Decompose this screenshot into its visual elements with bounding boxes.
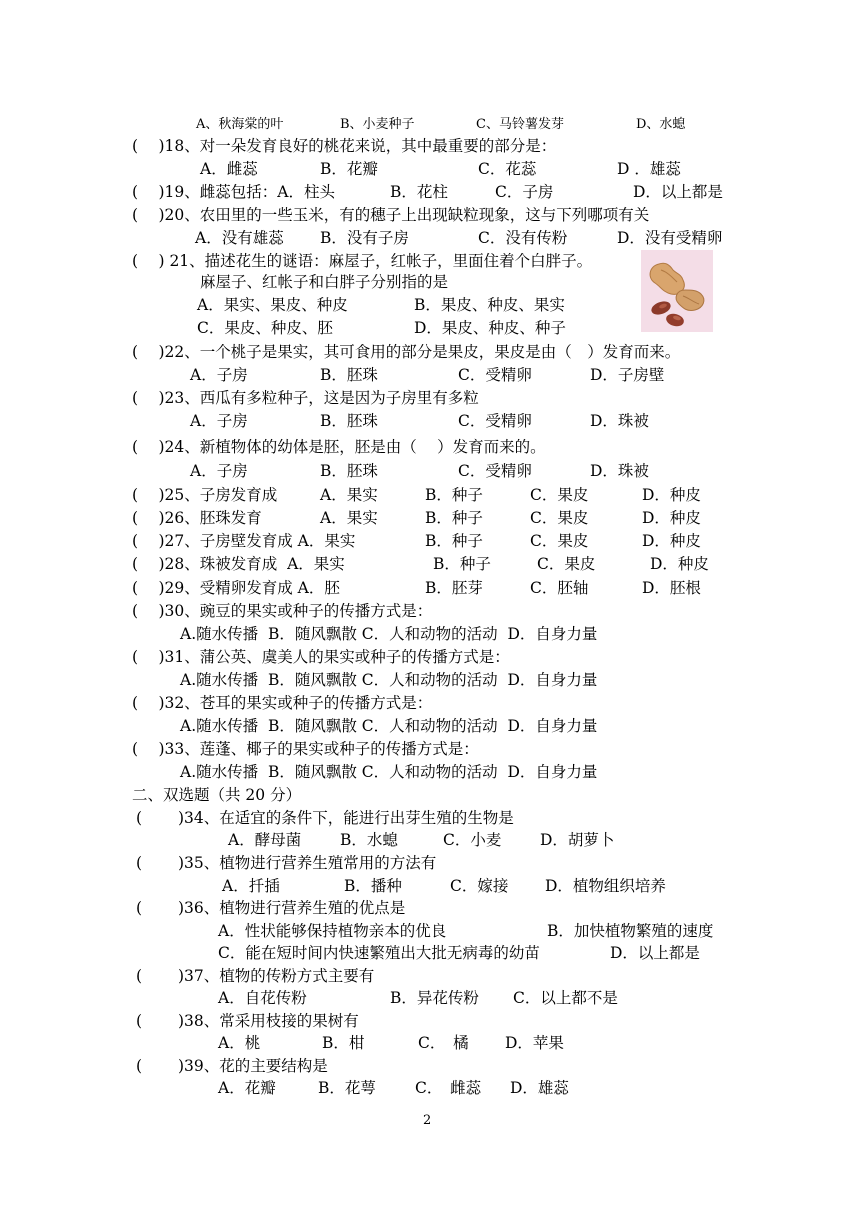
text-segment: A、秋海棠的叶	[196, 117, 284, 132]
text-segment: C．果皮、种皮、胚	[197, 319, 333, 337]
text-segment: A．子房	[190, 366, 248, 384]
text-segment: D．种皮	[642, 532, 701, 550]
text-segment: B．种子	[425, 509, 483, 527]
text-segment: B．异花传粉	[390, 989, 479, 1007]
text-segment: C．受精卵	[458, 366, 532, 384]
text-segment: C．受精卵	[458, 462, 532, 480]
page-number: 2	[423, 1113, 432, 1128]
text-segment: B、小麦种子	[340, 117, 415, 132]
text-segment: ( )33、莲蓬、椰子的果实或种子的传播方式是：	[132, 740, 479, 758]
text-segment: ( )20、农田里的一些玉米，有的穗子上出现缺粒现象，这与下列哪项有关	[132, 206, 650, 224]
text-segment: D．雄蕊	[510, 1079, 569, 1097]
text-segment: 二、双选题（共 20 分）	[132, 786, 302, 804]
peanut-photo	[641, 250, 713, 332]
text-segment: B．没有子房	[320, 229, 409, 247]
text-segment: A．桃	[218, 1034, 261, 1052]
text-segment: A．雌蕊	[200, 160, 258, 178]
text-segment: A．性状能够保持植物亲本的优良	[218, 922, 447, 940]
text-segment: B．种子	[425, 532, 483, 550]
text-segment: C．胚轴	[530, 579, 589, 597]
text-segment: C．果皮	[530, 509, 589, 527]
text-segment: ( )27、子房壁发育成 A．果实	[132, 532, 356, 550]
text-segment: C．果皮	[530, 532, 589, 550]
text-segment: ( )32、苍耳的果实或种子的传播方式是：	[132, 694, 433, 712]
text-segment: C、马铃薯发芽	[476, 117, 564, 132]
text-segment: A．果实	[320, 509, 378, 527]
text-segment: D．苹果	[505, 1034, 564, 1052]
text-segment: C．小麦	[443, 831, 502, 849]
text-segment: D ．雄蕊	[617, 160, 681, 178]
text-segment: C．花蕊	[478, 160, 537, 178]
text-segment: A．花瓣	[218, 1079, 276, 1097]
text-segment: B．种子	[425, 486, 483, 504]
text-segment: C．嫁接	[450, 877, 509, 895]
text-segment: D．胚根	[642, 579, 701, 597]
text-segment: ( )24、新植物体的幼体是胚，胚是由（ ）发育而来的。	[132, 438, 546, 456]
text-segment: C．能在短时间内快速繁殖出大批无病毒的幼苗	[218, 944, 540, 962]
text-segment: ( )19、雌蕊包括：A．柱头	[132, 183, 335, 201]
text-segment: ( )31、蒲公英、虞美人的果实或种子的传播方式是：	[132, 648, 510, 666]
text-segment: D．植物组织培养	[545, 877, 666, 895]
text-segment: B．花萼	[318, 1079, 376, 1097]
text-segment: A．子房	[190, 462, 248, 480]
text-segment: ( )26、胚珠发育	[132, 509, 262, 527]
text-segment: B．加快植物繁殖的速度	[547, 922, 714, 940]
text-segment: ( )34、在适宜的条件下，能进行出芽生殖的生物是	[136, 809, 514, 827]
text-segment: B．果皮、种皮、果实	[414, 296, 565, 314]
text-segment: D．果皮、种皮、种子	[414, 319, 566, 337]
text-segment: D、水螅	[636, 117, 686, 132]
text-segment: B．胚珠	[320, 366, 378, 384]
text-segment: C．以上都不是	[513, 989, 618, 1007]
text-segment: D．没有受精卵	[617, 229, 723, 247]
text-segment: D．种皮	[642, 509, 701, 527]
text-segment: C． 橘	[418, 1034, 469, 1052]
text-segment: 麻屋子、红帐子和白胖子分别指的是	[200, 273, 449, 291]
text-segment: D．子房壁	[590, 366, 665, 384]
text-segment: A．扦插	[222, 877, 280, 895]
text-segment: A．酵母菌	[228, 831, 302, 849]
text-segment: C． 雌蕊	[415, 1079, 482, 1097]
text-segment: ( )38、常采用枝接的果树有	[136, 1012, 359, 1030]
text-segment: A.随水传播 B．随风飘散 C．人和动物的活动 D．自身力量	[180, 671, 598, 689]
text-segment: ( ) 21、描述花生的谜语：麻屋子，红帐子，里面住着个白胖子。	[132, 252, 593, 270]
text-segment: A．没有雄蕊	[195, 229, 284, 247]
text-segment: A.随水传播 B．随风飘散 C．人和动物的活动 D．自身力量	[180, 625, 598, 643]
text-segment: ( )36、植物进行营养生殖的优点是	[136, 899, 406, 917]
text-segment: A．果实、果皮、种皮	[197, 296, 348, 314]
text-segment: ( )29、受精卵发育成 A．胚	[132, 579, 340, 597]
text-segment: B．水螅	[340, 831, 398, 849]
text-segment: C．果皮	[530, 486, 589, 504]
text-segment: D．珠被	[590, 412, 649, 430]
text-segment: B．胚珠	[320, 462, 378, 480]
text-segment: D．胡萝卜	[540, 831, 615, 849]
text-segment: D．种皮	[650, 555, 709, 573]
text-segment: C．子房	[495, 183, 554, 201]
text-segment: D．珠被	[590, 462, 649, 480]
text-segment: ( )22、一个桃子是果实，其可食用的部分是果皮，果皮是由（ ）发育而来。	[132, 343, 681, 361]
text-segment: B．胚珠	[320, 412, 378, 430]
text-segment: ( )39、花的主要结构是	[136, 1057, 328, 1075]
text-segment: C．果皮	[537, 555, 596, 573]
text-segment: A.随水传播 B．随风飘散 C．人和动物的活动 D．自身力量	[180, 717, 598, 735]
text-segment: B．柑	[322, 1034, 365, 1052]
text-segment: C．受精卵	[458, 412, 532, 430]
text-segment: A．自花传粉	[218, 989, 307, 1007]
text-segment: B．种子	[433, 555, 491, 573]
text-segment: D．以上都是	[633, 183, 723, 201]
text-segment: ( )35、植物进行营养生殖常用的方法有	[136, 854, 437, 872]
text-segment: D．种皮	[642, 486, 701, 504]
text-segment: A．子房	[190, 412, 248, 430]
text-segment: ( )18、对一朵发育良好的桃花来说，其中最重要的部分是：	[132, 137, 557, 155]
text-segment: B．胚芽	[425, 579, 483, 597]
text-segment: ( )37、植物的传粉方式主要有	[136, 967, 375, 985]
text-segment: A．果实	[320, 486, 378, 504]
text-segment: A.随水传播 B．随风飘散 C．人和动物的活动 D．自身力量	[180, 763, 598, 781]
text-segment: ( )28、珠被发育成 A．果实	[132, 555, 345, 573]
text-segment: B．花柱	[390, 183, 448, 201]
text-segment: D．以上都是	[610, 944, 700, 962]
text-segment: ( )23、西瓜有多粒种子，这是因为子房里有多粒	[132, 389, 479, 407]
text-segment: ( )30、豌豆的果实或种子的传播方式是：	[132, 602, 433, 620]
text-segment: ( )25、子房发育成	[132, 486, 278, 504]
text-segment: B．花瓣	[320, 160, 378, 178]
text-segment: B．播种	[344, 877, 402, 895]
text-segment: C．没有传粉	[478, 229, 568, 247]
